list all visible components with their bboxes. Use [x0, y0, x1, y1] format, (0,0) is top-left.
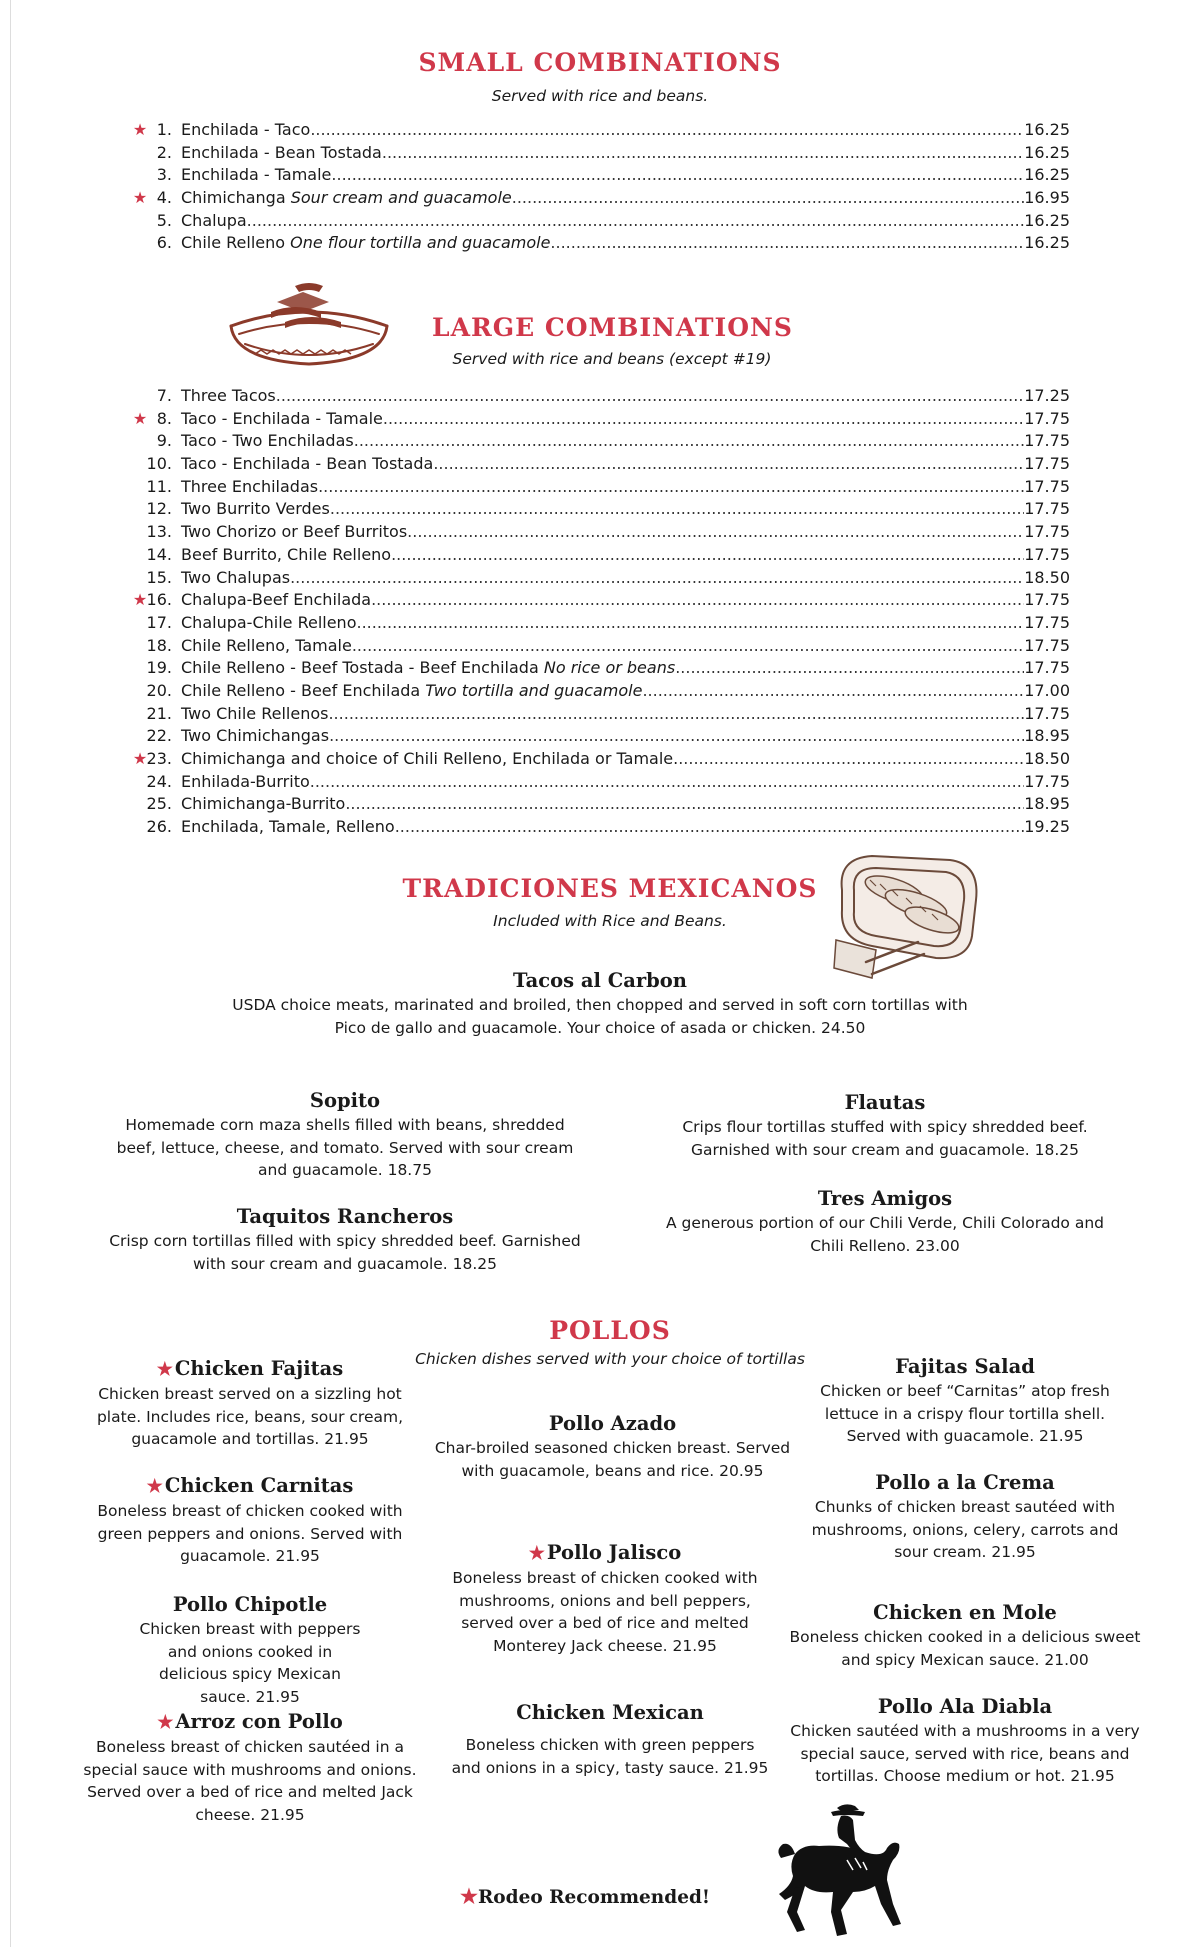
leader-dots: [383, 408, 1024, 431]
menu-item-row: [128, 408, 1070, 431]
item-name: Chimichanga Sour cream and guacamole: [181, 188, 512, 208]
dish-name: Pollo Ala Diabla: [877, 1695, 1053, 1718]
menu-item-row: [128, 544, 1070, 567]
menu-item-row: [128, 657, 1070, 680]
menu-item-row: [128, 187, 1070, 210]
item-price: 17.75: [1024, 431, 1070, 451]
menu-item-row: [128, 589, 1070, 612]
menu-item-row: [128, 430, 1070, 453]
item-price: 17.75: [1024, 544, 1070, 564]
item-name: Chalupa-Chile Relleno: [181, 612, 357, 632]
item-name: Three Enchiladas: [181, 476, 319, 496]
star-icon: ★: [146, 1476, 163, 1497]
leader-dots: [675, 657, 1024, 680]
leader-dots: [276, 385, 1024, 408]
dish-name: Flautas: [844, 1091, 926, 1114]
item-price: 16.25: [1024, 120, 1070, 139]
dish-name: Pollo Azado: [548, 1412, 677, 1435]
item-number: 16.: [146, 590, 172, 610]
item-price: 19.25: [1024, 817, 1070, 837]
item-name: Two Burrito Verdes: [181, 499, 330, 519]
dish-chicken-mexican: [450, 1700, 770, 1779]
star-icon: ★: [132, 188, 148, 208]
dish-name: Chicken Fajitas: [174, 1357, 344, 1380]
item-name: Enhilada-Burrito: [181, 771, 310, 791]
leader-dots: [290, 567, 1024, 590]
menu-item-row: [128, 119, 1070, 142]
leader-dots: [345, 793, 1024, 816]
item-number: 21.: [146, 703, 172, 723]
leader-dots: [310, 119, 1024, 142]
small-combinations-list: [128, 119, 1070, 255]
dish-name: Fajitas Salad: [895, 1355, 1035, 1378]
item-price: 17.75: [1024, 771, 1070, 791]
dish-pollo-ala-diabla: [780, 1694, 1150, 1788]
item-number: 7.: [156, 386, 172, 405]
dish-tres-amigos: [655, 1186, 1115, 1257]
item-number: 14.: [146, 544, 172, 564]
item-note: Sour cream and guacamole: [285, 188, 512, 208]
item-number: 18.: [146, 635, 172, 655]
item-number: 12.: [146, 499, 172, 519]
item-name: Chile Relleno One flour tortilla and guacamole: [181, 233, 551, 253]
leader-dots: [371, 589, 1024, 612]
leader-dots: [310, 771, 1024, 794]
item-name: Two Chimichangas: [181, 726, 330, 746]
leader-dots: [382, 142, 1024, 165]
menu-item-row: [128, 612, 1070, 635]
dish-description: Boneless chicken with green peppers and onions in a spicy, tasty sauce. 21.95: [451, 1736, 769, 1777]
pollos-subtitle: Chicken dishes served with your choice of tortillas: [415, 1350, 805, 1368]
pollos-title: POLLOS: [549, 1316, 671, 1345]
leader-dots: [550, 232, 1024, 255]
dish-pollo-jalisco: [440, 1540, 770, 1657]
item-price: 17.75: [1024, 703, 1070, 723]
dish-description: A generous portion of our Chili Verde, Chili Colorado and Chili Relleno. 23.00: [665, 1214, 1105, 1255]
leader-dots: [247, 210, 1025, 233]
item-price: 16.25: [1024, 165, 1070, 185]
dish-name: Pollo Chipotle: [172, 1593, 328, 1616]
item-price: 16.25: [1024, 210, 1070, 230]
item-price: 16.95: [1024, 188, 1070, 208]
item-note: One flour tortilla and guacamole: [285, 233, 551, 253]
menu-item-row: [128, 793, 1070, 816]
item-name: Chile Relleno - Beef Tostada - Beef Enchilada No rice or beans: [181, 658, 676, 678]
rodeo-recommended-note: [460, 1884, 710, 1908]
item-price: 17.25: [1024, 386, 1070, 405]
dish-name: Pollo Jalisco: [546, 1541, 682, 1564]
item-name: Two Chorizo or Beef Burritos: [181, 522, 408, 542]
dish-name: Tres Amigos: [817, 1187, 953, 1210]
dish-description: Chicken or beef “Carnitas” atop fresh lettuce in a crispy flour tortilla shell. Served with guacamole. 21.95: [820, 1382, 1110, 1445]
leader-dots: [331, 164, 1024, 187]
dish-description: USDA choice meats, marinated and broiled, then chopped and served in soft corn tortillas with Pico de gallo and guacamole. Your choice of asada or chicken. 24.50: [232, 996, 968, 1037]
dish-description: Boneless breast of chicken cooked with green peppers and onions. Served with guacamole. 21.95: [97, 1502, 403, 1565]
item-number: 9.: [156, 431, 172, 451]
page-edge: [10, 0, 11, 1947]
star-icon: ★: [132, 749, 148, 768]
item-price: 17.75: [1024, 590, 1070, 610]
tradiciones-title: TRADICIONES MEXICANOS: [402, 874, 818, 903]
leader-dots: [678, 748, 1024, 771]
item-number: 4.: [156, 188, 172, 208]
dish-description: Boneless breast of chicken sautéed in a special sauce with mushrooms and onions. Served over a bed of rice and melted Jack cheese. 21.95: [83, 1738, 417, 1824]
leader-dots: [391, 544, 1024, 567]
item-price: 17.75: [1024, 635, 1070, 655]
dish-description: Boneless breast of chicken cooked with mushrooms, onions and bell peppers, served over a bed of rice and melted Monterey Jack cheese. 21.95: [452, 1569, 758, 1655]
item-number: 11.: [146, 476, 172, 496]
item-name: Beef Burrito, Chile Relleno: [181, 544, 392, 564]
dish-arroz-con-pollo: [72, 1709, 428, 1826]
leader-dots: [512, 187, 1024, 210]
menu-item-row: [128, 210, 1070, 233]
item-number: 25.: [146, 794, 172, 814]
item-number: 17.: [146, 612, 172, 632]
item-name: Chalupa-Beef Enchilada: [181, 590, 372, 610]
item-number: 1.: [156, 120, 172, 139]
item-number: 2.: [156, 142, 172, 162]
dish-chicken-carnitas: [85, 1473, 415, 1568]
item-price: 16.25: [1024, 142, 1070, 162]
dish-description: Chicken sautéed with a mushrooms in a very special sauce, served with rice, beans and tortillas. Choose medium or hot. 21.95: [790, 1722, 1140, 1785]
menu-item-row: [128, 476, 1070, 499]
item-name: Taco - Enchilada - Tamale: [181, 408, 383, 428]
menu-item-row: [128, 816, 1070, 839]
dish-name: Pollo a la Crema: [875, 1471, 1055, 1494]
item-number: 13.: [146, 522, 172, 542]
item-number: 3.: [156, 165, 172, 185]
item-price: 17.75: [1024, 499, 1070, 519]
menu-item-row: [128, 498, 1070, 521]
dish-description: Chicken breast with peppers and onions cooked in delicious spicy Mexican sauce. 21.95: [139, 1620, 361, 1706]
leader-dots: [330, 498, 1024, 521]
item-name: Taco - Enchilada - Bean Tostada: [181, 454, 434, 474]
dish-chicken-en-mole: [780, 1600, 1150, 1671]
taco-tray-illustration: [832, 850, 984, 982]
star-icon: ★: [132, 408, 148, 428]
menu-item-row: [128, 164, 1070, 187]
item-price: 17.75: [1024, 476, 1070, 496]
item-number: 24.: [146, 771, 172, 791]
dish-fajitas-salad: [800, 1354, 1130, 1448]
footer-label: Rodeo Recommended!: [477, 1887, 711, 1908]
star-icon: ★: [132, 590, 148, 610]
dish-name: Sopito: [309, 1089, 381, 1112]
menu-item-row: [128, 771, 1070, 794]
menu-item-row: [128, 232, 1070, 255]
large-combinations-subtitle: Served with rice and beans (except #19): [452, 350, 772, 368]
item-note: Two tortilla and guacamole: [420, 680, 643, 700]
item-number: 23.: [146, 749, 172, 768]
star-icon: ★: [157, 1712, 174, 1733]
dish-flautas: [655, 1090, 1115, 1161]
dish-name: Taquitos Rancheros: [236, 1205, 454, 1228]
leader-dots: [352, 635, 1024, 658]
item-name: Enchilada, Tamale, Relleno: [181, 817, 395, 837]
item-name: Chimichanga and choice of Chili Relleno, Enchilada or Tamale.: [181, 749, 679, 768]
item-number: 22.: [146, 726, 172, 746]
dish-description: Crisp corn tortillas filled with spicy shredded beef. Garnished with sour cream and guacamole. 18.25: [109, 1232, 581, 1273]
item-price: 18.50: [1024, 749, 1070, 768]
leader-dots: [642, 680, 1024, 703]
leader-dots: [356, 612, 1024, 635]
menu-item-row: [128, 521, 1070, 544]
dish-name: Tacos al Carbon: [512, 969, 687, 992]
item-name: Chalupa: [181, 210, 247, 230]
large-combinations-list: [128, 385, 1070, 839]
item-number: 6.: [156, 233, 172, 253]
dish-tacos-al-carbon: [200, 968, 1000, 1039]
leader-dots: [354, 430, 1024, 453]
star-icon: ★: [528, 1543, 545, 1564]
item-price: 18.95: [1024, 726, 1070, 746]
dish-description: Crips flour tortillas stuffed with spicy shredded beef. Garnished with sour cream and guacamole. 18.25: [682, 1118, 1088, 1159]
menu-item-row: [128, 567, 1070, 590]
menu-item-row: [128, 748, 1070, 771]
item-price: 17.75: [1024, 658, 1070, 678]
item-number: 10.: [146, 454, 172, 474]
dish-description: Char-broiled seasoned chicken breast. Served with guacamole, beans and rice. 20.95: [434, 1439, 791, 1480]
dish-description: Homemade corn maza shells filled with beans, shredded beef, lettuce, cheese, and tomato. Served with sour cream and guacamole. 18.75: [116, 1116, 574, 1179]
item-price: 17.75: [1024, 522, 1070, 542]
dish-sopito: [100, 1088, 590, 1182]
dish-name: Chicken Mexican: [516, 1701, 704, 1724]
item-name: Two Chile Rellenos: [181, 703, 329, 723]
menu-item-row: [128, 142, 1070, 165]
dish-description: Chunks of chicken breast sautéed with mushrooms, onions, celery, carrots and sour cream. 21.95: [811, 1498, 1119, 1561]
dish-name: Chicken Carnitas: [164, 1474, 354, 1497]
item-price: 17.75: [1024, 454, 1070, 474]
star-icon: ★: [156, 1359, 173, 1380]
dish-name: Arroz con Pollo: [175, 1710, 343, 1733]
menu-item-row: [128, 725, 1070, 748]
item-price: 17.75: [1024, 612, 1070, 632]
dish-description: Chicken breast served on a sizzling hot plate. Includes rice, beans, sour cream, guacamole and tortillas. 21.95: [96, 1385, 404, 1448]
item-price: 16.25: [1024, 233, 1070, 253]
small-combinations-subtitle: Served with rice and beans.: [491, 87, 709, 105]
item-name: Taco - Two Enchiladas: [181, 431, 354, 451]
star-icon: ★: [460, 1884, 478, 1908]
item-number: 26.: [146, 817, 172, 837]
dish-chicken-fajitas: [85, 1356, 415, 1451]
item-name: Two Chalupas: [181, 567, 291, 587]
item-price: 17.00: [1024, 680, 1070, 700]
dish-description: Boneless chicken cooked in a delicious sweet and spicy Mexican sauce. 21.00: [789, 1628, 1141, 1669]
dish-pollo-a-la-crema: [800, 1470, 1130, 1564]
leader-dots: [395, 816, 1024, 839]
menu-item-row: [128, 385, 1070, 408]
dish-pollo-chipotle: [85, 1592, 415, 1708]
item-name: Three Tacos: [181, 386, 276, 405]
leader-dots: [329, 725, 1024, 748]
menu-item-row: [128, 703, 1070, 726]
item-name: Enchilada - Bean Tostada: [181, 142, 382, 162]
leader-dots: [328, 703, 1024, 726]
leader-dots: [433, 453, 1024, 476]
item-price: 18.95: [1024, 794, 1070, 814]
item-number: 20.: [146, 680, 172, 700]
star-icon: ★: [132, 120, 148, 139]
large-combinations-title: LARGE COMBINATIONS: [432, 313, 793, 342]
menu-item-row: [128, 635, 1070, 658]
item-number: 8.: [156, 408, 172, 428]
leader-dots: [407, 521, 1024, 544]
menu-item-row: [128, 453, 1070, 476]
item-number: 19.: [146, 658, 172, 678]
cowboy-horse-illustration: [775, 1800, 905, 1940]
item-name: Enchilada - Tamale: [181, 165, 332, 185]
dish-name: Chicken en Mole: [873, 1601, 1057, 1624]
platter-illustration: [225, 278, 393, 370]
item-number: 15.: [146, 567, 172, 587]
item-name: Enchilada - Taco: [181, 120, 311, 139]
item-price: 17.75: [1024, 408, 1070, 428]
leader-dots: [318, 476, 1024, 499]
tradiciones-subtitle: Included with Rice and Beans.: [493, 912, 727, 930]
item-note: No rice or beans: [538, 658, 676, 678]
item-number: 5.: [156, 210, 172, 230]
dish-taquitos-rancheros: [95, 1204, 595, 1275]
small-combinations-title: SMALL COMBINATIONS: [418, 48, 782, 77]
menu-item-row: [128, 680, 1070, 703]
item-name: Chile Relleno, Tamale: [181, 635, 352, 655]
dish-pollo-azado: [425, 1411, 800, 1482]
item-name: Chile Relleno - Beef Enchilada Two tortilla and guacamole: [181, 680, 643, 700]
item-name: Chimichanga-Burrito: [181, 794, 346, 814]
item-price: 18.50: [1024, 567, 1070, 587]
